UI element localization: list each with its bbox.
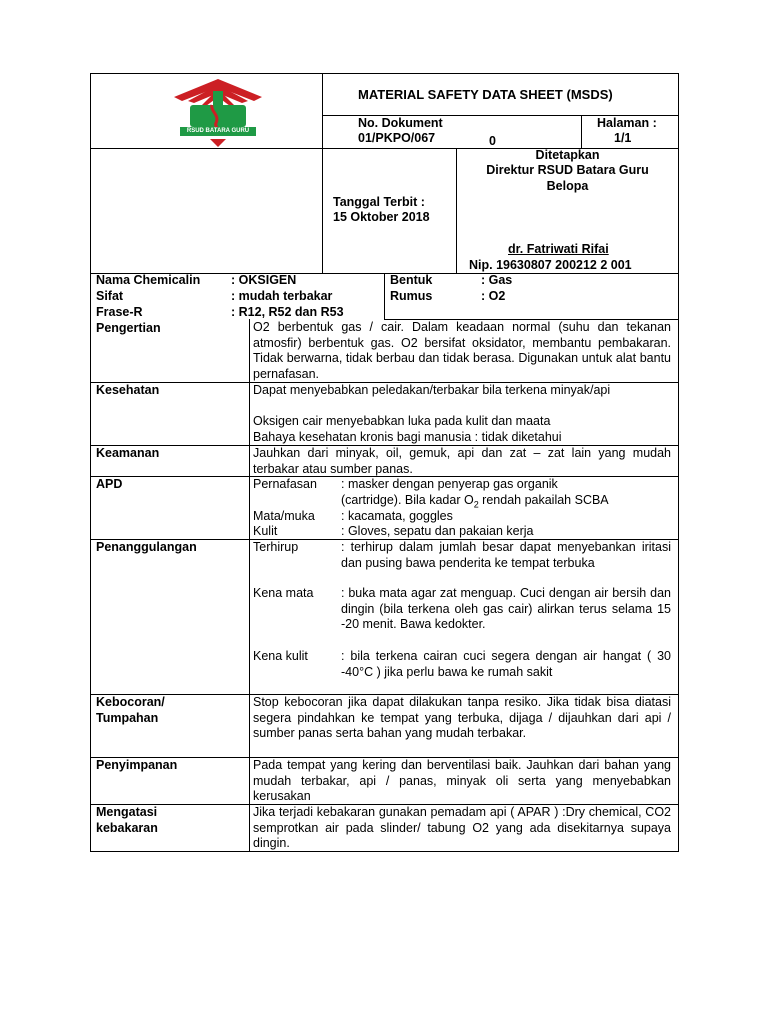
apd-respiration-value-2: (cartridge). Bila kadar $O_2$ rendah pakailah SCBA xyxy=(341,493,609,510)
row-label-penyimpanan: Penyimpanan xyxy=(96,758,178,772)
apd-eye-key: Mata/muka xyxy=(253,509,315,523)
doc-number-label: No. Dokument xyxy=(358,116,443,130)
document-title: MATERIAL SAFETY DATA SHEET (MSDS) xyxy=(358,87,613,102)
r-phrase-label: Frase-R xyxy=(96,305,143,319)
page-value: 1/1 xyxy=(614,131,632,145)
form-value: : Gas xyxy=(481,273,513,287)
row-label-tumpahan: Tumpahan xyxy=(96,711,159,725)
director-nip: Nip. 19630807 200212 2 001 xyxy=(469,258,632,272)
apd-skin-key: Kulit xyxy=(253,524,278,538)
row-text-penyimpanan: Pada tempat yang kering dan berventilasi baik. Jauhkan dari bahan yang mudah terbakar, api / panas, minyak oli serta yang menyebabkan kerusakan xyxy=(253,758,671,804)
doc-number-value: 01/PKPO/067 xyxy=(358,131,436,145)
nature-value: : mudah terbakar xyxy=(231,289,333,303)
approval-position: Direktur RSUD Batara Guru xyxy=(486,163,649,177)
row-text-keamanan: Jauhkan dari minyak, oil, gemuk, api dan zat – zat lain yang mudah terbakar atau sumber panas. xyxy=(253,446,671,476)
row-label-pengertian: Pengertian xyxy=(96,321,161,335)
apd-respiration-key: Pernafasan xyxy=(253,477,317,491)
form-label: Bentuk xyxy=(390,273,433,287)
first-aid-inhale-value: : terhirup dalam jumlah besar dapat menyebankan iritasi dan pusing bawa penderita ke tempat terbuka xyxy=(341,540,671,570)
apd-eye-value: : kacamata, goggles xyxy=(341,509,453,523)
approval-title: Ditetapkan xyxy=(535,148,600,162)
issue-date-value: 15 Oktober 2018 xyxy=(333,210,430,224)
row-label-penanggulangan: Penanggulangan xyxy=(96,540,197,554)
revision-number: 0 xyxy=(489,134,496,148)
first-aid-inhale-key: Terhirup xyxy=(253,540,299,554)
first-aid-skin-key: Kena kulit xyxy=(253,649,308,663)
row-text-kebakaran: Jika terjadi kebakaran gunakan pemadam api ( APAR ) :Dry chemical, CO2 semprotkan air pada slinder/ tabung O2 yang ada disekitarnya supaya dingin. xyxy=(253,805,671,851)
row-label-kesehatan: Kesehatan xyxy=(96,383,160,397)
row-text-kesehatan-1: Dapat menyebabkan peledakan/terbakar bila terkena minyak/api xyxy=(253,383,611,397)
formula-value: : O2 xyxy=(481,289,506,303)
issue-date-label: Tanggal Terbit : xyxy=(333,195,425,209)
chemical-name-value: : OKSIGEN xyxy=(231,273,297,287)
row-label-keamanan: Keamanan xyxy=(96,446,160,460)
row-text-kebocoran: Stop kebocoran jika dapat dilakukan tanpa resiko. Jika tidak bisa diatasi segera pindahkan ke tempat yang terbuka, dijaga / dijauhkan dari api / sumber panas serta bahan yang mudah terbakar. xyxy=(253,695,671,741)
formula-label: Rumus xyxy=(390,289,433,303)
row-label-kebakaran: kebakaran xyxy=(96,821,158,835)
apd-respiration-value-1: : masker dengan penyerap gas organik xyxy=(341,477,558,491)
first-aid-skin-value: : bila terkena cairan cuci segera dengan air hangat ( 30 -40°C ) jika perlu bawa ke rumah sakit xyxy=(341,649,671,679)
r-phrase-value: : R12, R52 dan R53 xyxy=(231,305,344,319)
logo-emblem-icon xyxy=(168,75,268,150)
row-text-kesehatan-2: Oksigen cair menyebabkan luka pada kulit dan maata xyxy=(253,414,551,428)
row-text-kesehatan-3: Bahaya kesehatan kronis bagi manusia : tidak diketahui xyxy=(253,430,562,444)
page-label: Halaman : xyxy=(597,116,657,130)
apd-skin-value: : Gloves, sepatu dan pakaian kerja xyxy=(341,524,534,538)
nature-label: Sifat xyxy=(96,289,124,303)
director-name: dr. Fatriwati Rifai xyxy=(508,242,609,256)
hospital-logo xyxy=(168,75,268,150)
row-label-kebocoran: Kebocoran/ xyxy=(96,695,165,709)
chemical-name-label: Nama Chemicalin xyxy=(96,273,201,287)
first-aid-eye-key: Kena mata xyxy=(253,586,314,600)
first-aid-eye-value: : buka mata agar zat menguap. Cuci dengan air bersih dan dingin (bila terkena oleh gas cair) alirkan terus selama 15 -20 menit. Bawa kedokter. xyxy=(341,586,671,632)
row-label-mengatasi: Mengatasi xyxy=(96,805,158,819)
logo-label: RSUD BATARA GURU xyxy=(186,128,250,134)
row-label-apd: APD xyxy=(96,477,123,491)
row-text-pengertian: O2 berbentuk gas / cair. Dalam keadaan normal (suhu dan tekanan atmosfir) berbentuk gas. O2 bersifat oksidator, membantu pembakaran. Tidak berwarna, tidak berbau dan tidak berasa. Digunakan untuk alat bantu pernafasan. xyxy=(253,320,671,381)
approval-location: Belopa xyxy=(546,179,589,193)
